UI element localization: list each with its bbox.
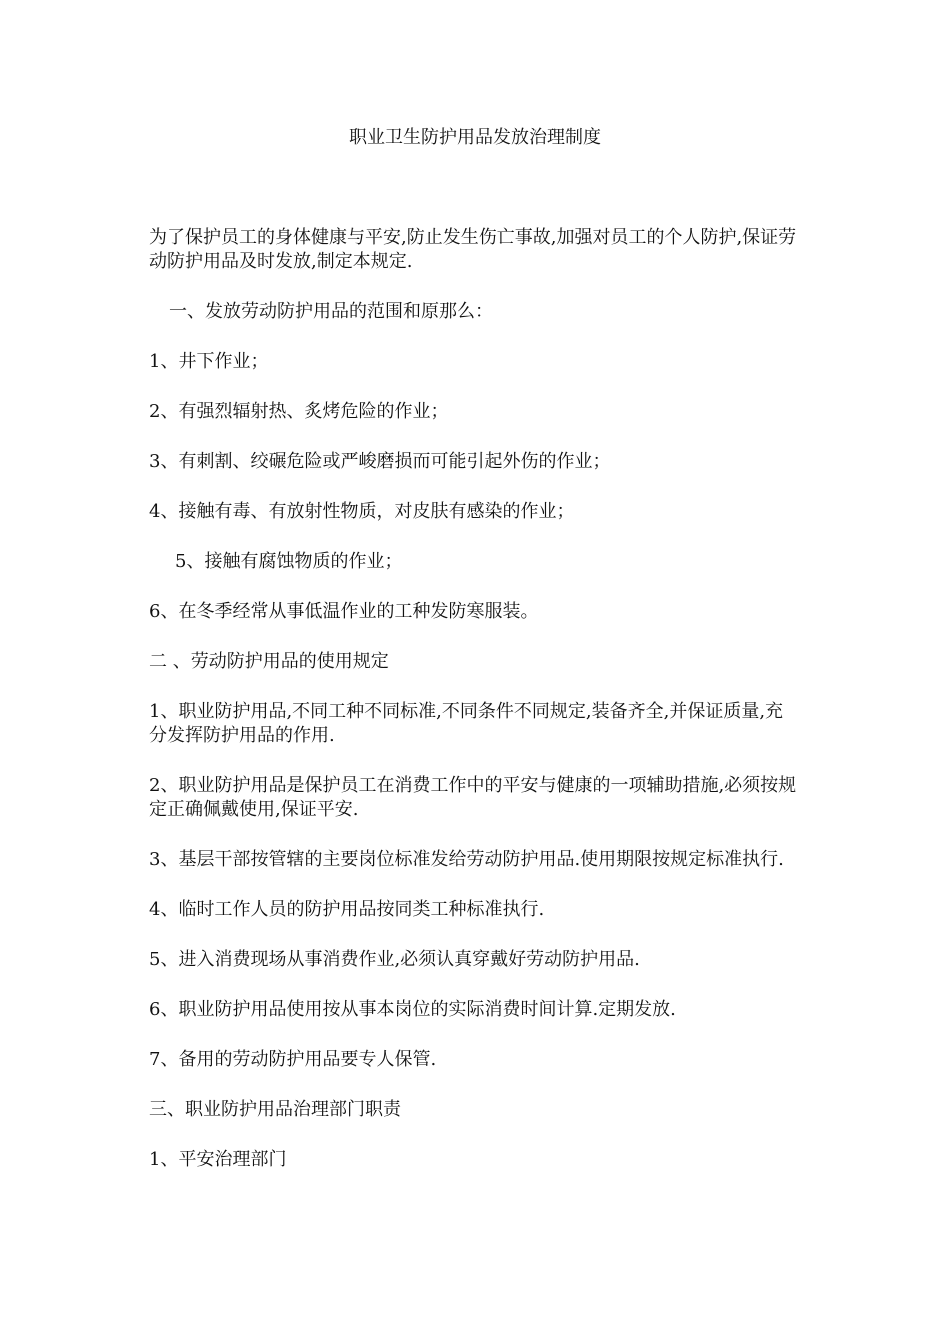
list-item: 2、有强烈辐射热、炙烤危险的作业； — [149, 401, 449, 422]
list-item: 4、接触有毒、有放射性物质，对皮肤有感染的作业； — [149, 501, 575, 522]
section1-heading: 一、发放劳动防护用品的范围和原那么： — [169, 301, 493, 322]
list-item: 6、在冬季经常从事低温作业的工种发防寒服装。 — [149, 601, 539, 622]
list-item: 4、临时工作人员的防护用品按同类工种标准执行. — [149, 899, 545, 920]
document-title: 职业卫生防护用品发放治理制度 — [349, 127, 601, 148]
list-item: 1、平安治理部门 — [149, 1149, 287, 1170]
list-item: 7、备用的劳动防护用品要专人保管. — [149, 1049, 437, 1070]
list-item: 2、职业防护用品是保护员工在消费工作中的平安与健康的一项辅助措施,必须按规定正确佩戴使用,保证平安. — [149, 775, 797, 820]
list-item: 3、基层干部按管辖的主要岗位标准发给劳动防护用品.使用期限按规定标准执行. — [149, 849, 784, 870]
list-item: 5、接触有腐蚀物质的作业； — [175, 551, 403, 572]
intro-paragraph: 为了保护员工的身体健康与平安,防止发生伤亡事故,加强对员工的个人防护,保证劳动防护用品及时发放,制定本规定. — [149, 227, 797, 272]
document-body — [149, 226, 799, 1172]
list-item: 6、职业防护用品使用按从事本岗位的实际消费时间计算.定期发放. — [149, 999, 676, 1020]
section3-heading: 三、职业防护用品治理部门职责 — [149, 1099, 401, 1120]
list-item: 5、进入消费现场从事消费作业,必须认真穿戴好劳动防护用品. — [149, 949, 640, 970]
list-item: 1、职业防护用品,不同工种不同标准,不同条件不同规定,装备齐全,并保证质量,充分发挥防护用品的作用. — [149, 701, 784, 746]
list-item: 3、有刺割、绞碾危险或严峻磨损而可能引起外伤的作业； — [149, 451, 611, 472]
list-item: 1、井下作业； — [149, 351, 269, 372]
section2-heading: 二 、劳动防护用品的使用规定 — [149, 651, 389, 672]
